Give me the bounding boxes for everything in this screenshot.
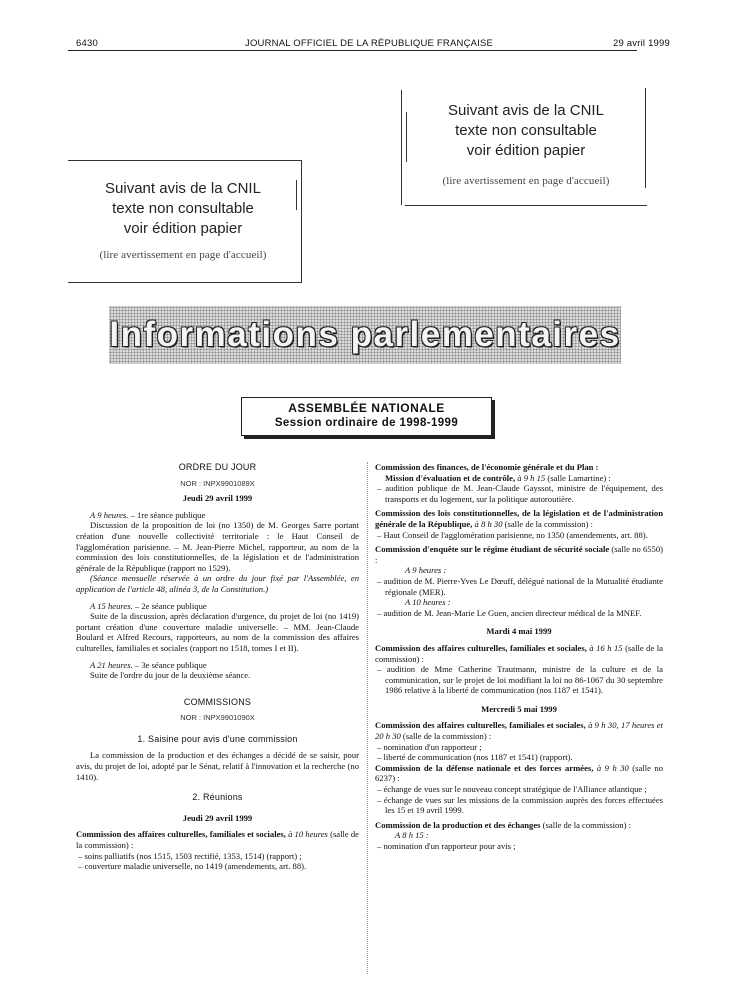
seance-label: – 3e séance publique <box>132 659 207 670</box>
agenda-item: – nomination d'un rapporteur pour avis ; <box>377 841 516 851</box>
session-label: Session ordinaire de 1998-1999 <box>274 417 459 429</box>
meeting-room: (salle de la commission) : <box>375 642 663 664</box>
column-divider <box>367 462 368 974</box>
meeting-time: A 10 heures : <box>405 597 451 608</box>
meeting-time: à 8 h 30 <box>472 518 503 529</box>
assembly-name: ASSEMBLÉE NATIONALE <box>288 401 445 415</box>
banner-title: Informations parlementaires <box>109 315 621 354</box>
agenda-item: – nomination d'un rapporteur ; <box>377 741 482 752</box>
date-heading: Jeudi 29 avril 1999 <box>182 493 253 504</box>
agenda-item: – échange de vues sur le nouveau concept stratégique de l'Alliance atlantique ; <box>377 784 647 795</box>
commission-name: Commission des affaires culturelles, familiales et sociales, <box>375 642 587 653</box>
seance-time: A 15 heures. <box>90 600 133 611</box>
seance-label: – 1re séance publique <box>128 509 206 520</box>
commission-name: Commission de la production et des échanges <box>375 819 541 830</box>
commission-name: Commission des affaires culturelles, familiales et sociales, <box>375 720 586 731</box>
nor-reference: NOR : INPX9901090X <box>180 713 255 723</box>
seance-time: A 21 heures. <box>90 659 133 670</box>
commission-name: Commission des finances, de l'économie générale et du Plan : <box>375 462 599 472</box>
seance-text: Discussion de la proposition de loi (no 1350) de M. Georges Sarre portant création d'une nouvelle collectivité territoriale : le Haut Conseil de l'agglomération parisienne. – M. Jean-Pierre Michel, rapporteur, au nom de la commission des lois constitutionnelles, de la législation et de l'administration générale de la République (rapport no 1529). <box>76 520 359 573</box>
meeting-time: à 9 h 30, 17 heures et 20 h 30 <box>375 720 663 742</box>
meeting-room: (salle no 6237) : <box>375 762 663 784</box>
section-heading: 1. Saisine pour avis d'une commission <box>137 733 298 744</box>
section-heading: 2. Réunions <box>192 792 243 803</box>
date-heading: Jeudi 29 avril 1999 <box>182 812 253 823</box>
cnil-line1: Suivant avis de la CNIL <box>105 180 261 197</box>
mission-name: Mission d'évaluation et de contrôle, <box>385 472 516 483</box>
ordre-du-jour-title: ORDRE DU JOUR <box>178 462 257 472</box>
agenda-item: – échange de vues sur les missions de la commission auprès des forces effectuées les 15 et 19 avril 1999. <box>377 794 663 816</box>
agenda-item: – liberté de communication (nos 1187 et 1541) (rapport). <box>377 752 573 763</box>
meeting-room: (salle de la commission) : <box>76 829 359 851</box>
section-banner <box>109 306 621 364</box>
date-heading: Mardi 4 mai 1999 <box>486 626 552 637</box>
agenda-item: – couverture maladie universelle, no 1419 (amendements, art. 88). <box>78 861 307 872</box>
commission-name: Commission d'enquête sur le régime étudiant de sécurité sociale <box>375 544 610 555</box>
cnil-line3: voir édition papier <box>466 142 586 159</box>
seance-note: (Séance mensuelle réservée à un ordre du jour fixé par l'Assemblée, en application de l'article 48, alinéa 3, de la Constitution.) <box>76 573 359 594</box>
agenda-item: – audition de M. Pierre-Yves Le Dœuff, délégué national de la Mutualité étudiante régionale (MER). <box>377 575 663 597</box>
meeting-time: A 8 h 15 : <box>395 830 429 841</box>
agenda-item: – audition publique de M. Jean-Claude Gayssot, ministre de l'équipement, des transports et du logement, sur la politique autoroutière. <box>377 483 663 504</box>
meeting-room: (salle de la commission) : <box>502 518 593 529</box>
page-number: 6430 <box>76 38 98 49</box>
nor-reference: NOR : INPX9901089X <box>180 478 255 488</box>
cnil-line1: Suivant avis de la CNIL <box>448 102 604 119</box>
cnil-note: (lire avertissement en page d'accueil) <box>442 175 610 187</box>
cnil-line2: texte non consultable <box>112 200 254 217</box>
meeting-time: à 16 h 15 <box>586 642 623 653</box>
agenda-item: – Haut Conseil de l'agglomération parisienne, no 1350 (amendements, art. 88). <box>377 529 648 540</box>
seance-label: – 2e séance publique <box>132 600 207 611</box>
cnil-note: (lire avertissement en page d'accueil) <box>99 249 267 261</box>
meeting-time: à 10 heures <box>285 829 328 840</box>
issue-date: 29 avril 1999 <box>613 38 670 49</box>
meeting-time: A 9 heures : <box>405 565 447 576</box>
seance-text: Suite de l'ordre du jour de la deuxième séance. <box>90 670 251 681</box>
commission-name: Commission des lois constitutionnelles, de la législation et de l'administration générale de la République, <box>375 508 663 529</box>
header-rule <box>68 50 637 51</box>
commission-name: Commission des affaires culturelles, familiales et sociales, <box>76 829 286 840</box>
agenda-item: – audition de Mme Catherine Trautmann, ministre de la culture et de la communication, sur le projet de loi modifiant la loi no 86-1067 du 30 septembre 1986 relative à la liberté de communication (nos 1187 et 1541). <box>377 664 663 696</box>
commissions-title: COMMISSIONS <box>183 696 252 707</box>
right-column <box>375 462 663 852</box>
cnil-line3: voir édition papier <box>123 220 243 237</box>
section-text: La commission de la production et des échanges a décidé de se saisir, pour avis, du projet de loi, adopté par le Sénat, relatif à l'innovation et la recherche (no 1410). <box>76 750 359 782</box>
commission-name: Commission de la défense nationale et des forces armées, <box>375 762 594 773</box>
cnil-line2: texte non consultable <box>455 122 597 139</box>
meeting-room: (salle de la commission) : <box>540 819 631 830</box>
meeting-room: (salle Lamartine) : <box>545 472 611 483</box>
seance-text: Suite de la discussion, après déclaration d'urgence, du projet de loi (no 1419) portant création d'une couverture maladie universelle. – MM. Jean-Claude Boulard et Alfred Recours, rapporteurs, au nom de la commission des affaires culturelles, familiales et sociales (rapport no 1518, tomes I et II). <box>76 611 359 653</box>
date-heading: Mercredi 5 mai 1999 <box>481 703 557 714</box>
assembly-heading-box <box>241 397 492 436</box>
left-column <box>76 462 359 872</box>
agenda-item: – audition de M. Jean-Marie Le Guen, ancien directeur médical de la MNEF. <box>377 607 642 618</box>
journal-title: JOURNAL OFFICIEL DE LA RÉPUBLIQUE FRANÇAISE <box>245 38 494 49</box>
meeting-room: (salle de la commission) : <box>400 731 492 742</box>
meeting-room: (salle no 6550) : <box>375 544 663 565</box>
agenda-item: – soins palliatifs (nos 1515, 1503 rectifié, 1353, 1514) (rapport) ; <box>78 850 302 861</box>
meeting-time: à 9 h 15 <box>515 472 546 483</box>
meeting-time: à 9 h 30 <box>593 762 629 773</box>
seance-time: A 9 heures. <box>90 509 129 520</box>
